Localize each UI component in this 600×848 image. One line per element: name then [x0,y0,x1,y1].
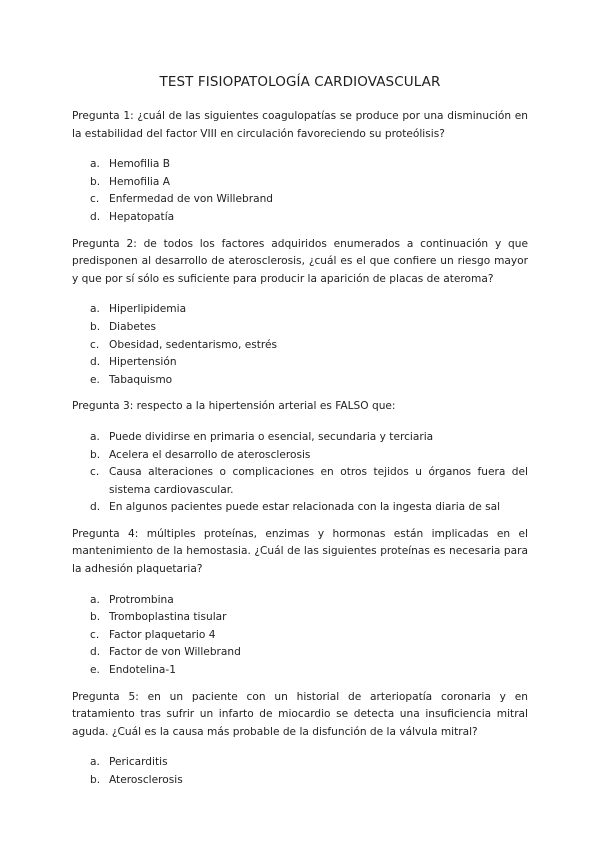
option-text: Pericarditis [109,756,168,769]
option-text: Enfermedad de von Willebrand [109,193,274,206]
option-letter: d. [90,646,101,659]
question-text: Pregunta 5: en un paciente con un historial de arteriopatía coronaria y en tratamiento tras sufrir un infarto de miocardio se detecta una insuficiencia mitral aguda. ¿Cuál es la causa más probable de la disfunción de la válvula mitral? [72,690,528,738]
option-text: En algunos pacientes puede estar relacionada con la ingesta diaria de sal [109,501,501,514]
option-text: Hiperlipidemia [109,303,187,316]
option-letter: d. [90,501,101,514]
question-5 [72,689,528,790]
option-letter: c. [90,193,100,206]
option-letter: e. [90,664,100,677]
option-letter: a. [90,303,100,316]
answer-option [72,156,528,174]
answer-option [72,301,528,319]
option-letter: c. [90,466,100,479]
option-text: Hipertensión [109,356,177,369]
answer-options [72,301,528,389]
option-letter: b. [90,611,101,624]
answer-option [72,429,528,447]
option-text: Tabaquismo [109,373,173,386]
answer-option [72,191,528,209]
question-3 [72,398,528,517]
option-letter: a. [90,158,100,171]
option-text: Diabetes [109,320,157,333]
answer-option [72,464,528,499]
answer-option [72,609,528,627]
option-letter: c. [90,628,100,641]
option-text: Puede dividirse en primaria o esencial, secundaria y terciaria [109,430,434,443]
answer-option [72,447,528,465]
option-text: Hemofilia A [109,175,170,188]
question-text: Pregunta 2: de todos los factores adquiridos enumerados a continuación y que predisponen al desarrollo de aterosclerosis, ¿cuál es el que confiere un riesgo mayor y que por sí sólo es suficiente para producir la aparición de placas de ateroma? [72,237,528,285]
answer-option [72,174,528,192]
answer-option [72,499,528,517]
answer-option [72,354,528,372]
answer-options [72,429,528,517]
option-text: Tromboplastina tisular [109,611,227,624]
option-text: Endotelina-1 [109,664,176,677]
option-letter: c. [90,338,100,351]
option-letter: b. [90,320,101,333]
option-letter: b. [90,774,101,786]
option-letter: d. [90,210,101,223]
question-text: Pregunta 4: múltiples proteínas, enzimas y hormonas están implicadas en el mantenimiento de la hemostasia. ¿Cuál de las siguientes proteínas es necesaria para la adhesión plaquetaria? [72,527,528,576]
question-1 [72,108,528,227]
answer-option [72,372,528,390]
option-letter: b. [90,448,101,461]
answer-option [72,644,528,662]
option-letter: d. [90,356,101,369]
option-letter: a. [90,593,100,606]
option-text: Hepatopatía [109,210,175,223]
answer-option [72,592,528,610]
option-text: Factor plaquetario 4 [109,628,216,641]
option-text: Obesidad, sedentarismo, estrés [109,338,278,351]
option-letter: a. [90,756,100,769]
question-text: Pregunta 3: respecto a la hipertensión arterial es FALSO que: [72,400,396,413]
option-text: Acelera el desarrollo de aterosclerosis [109,448,311,461]
document-page [72,74,528,799]
answer-option [72,319,528,337]
answer-option [72,627,528,645]
document-title: TEST FISIOPATOLOGÍA CARDIOVASCULAR [159,74,441,90]
option-letter: a. [90,430,100,443]
question-text: Pregunta 1: ¿cuál de las siguientes coagulopatías se produce por una disminución en la estabilidad del factor VIII en circulación favoreciendo su proteólisis? [72,110,528,140]
option-text: Aterosclerosis [109,774,183,786]
option-letter: b. [90,175,101,188]
option-text: Hemofilia B [109,158,170,171]
answer-option [72,662,528,680]
question-2 [72,236,528,390]
answer-options [72,754,528,789]
answer-option [72,772,528,790]
question-4 [72,526,528,680]
answer-option [72,754,528,772]
option-text: Causa alteraciones o complicaciones en otros tejidos u órganos fuera del sistema cardiovascular. [109,466,528,496]
answer-option [72,337,528,355]
option-text: Protrombina [109,593,174,606]
answer-option [72,209,528,227]
answer-options [72,592,528,680]
option-letter: e. [90,373,100,386]
option-text: Factor de von Willebrand [109,646,241,659]
answer-options [72,156,528,226]
